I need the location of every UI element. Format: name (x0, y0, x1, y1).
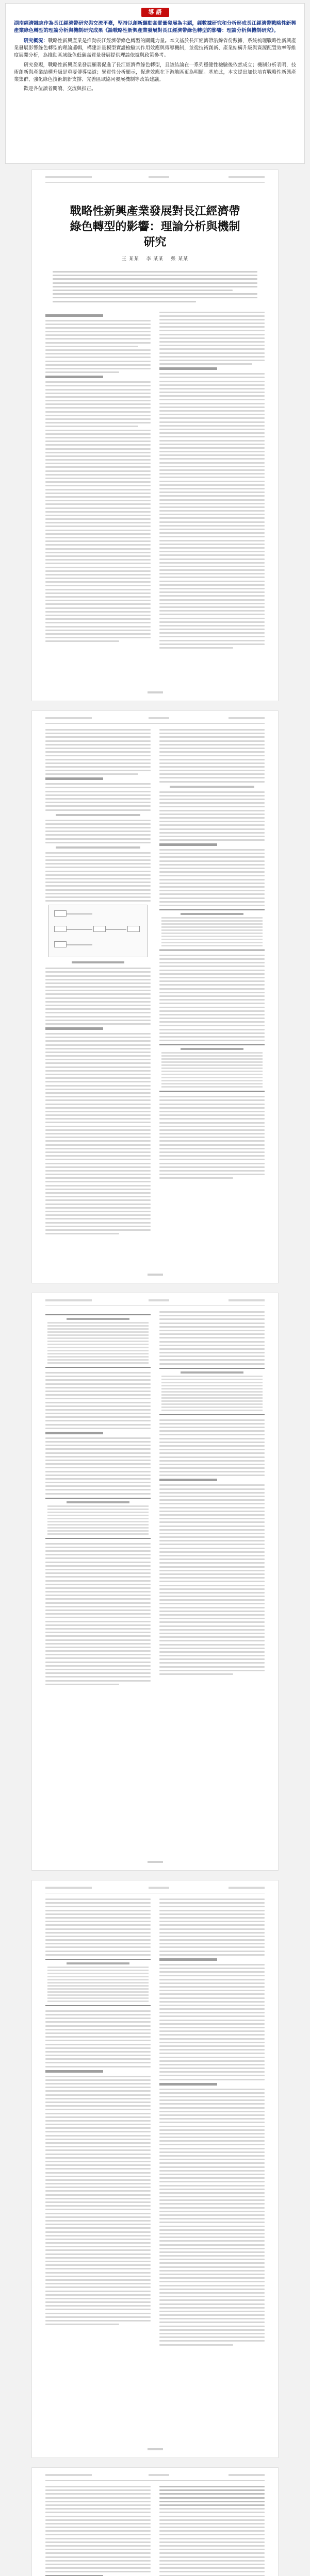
body-columns (45, 312, 265, 641)
paper-page-4 (32, 1880, 278, 2458)
page-header (45, 175, 265, 183)
page-header (45, 716, 265, 724)
left-column (45, 729, 151, 1236)
right-column (159, 729, 265, 1181)
abstract-block (53, 271, 257, 302)
left-column (45, 1899, 151, 2327)
right-column (159, 1311, 265, 1677)
intro-badge: 導 語 (141, 8, 169, 17)
intro-note: 歡迎各位讀者閱讀、交流與指正。 (23, 86, 96, 92)
body-columns (45, 2486, 265, 2576)
right-column (159, 1899, 265, 2348)
page-header (45, 2473, 265, 2481)
page-header (45, 1886, 265, 1893)
intro-paragraph-1 (14, 38, 296, 60)
paper-page-2 (32, 711, 278, 1283)
title-zone (32, 183, 278, 262)
data-table (159, 909, 265, 951)
data-table (159, 1044, 265, 1092)
right-column (159, 312, 265, 651)
intro-card (5, 3, 305, 164)
left-column (45, 312, 151, 645)
body-columns (45, 729, 265, 1265)
page-header (45, 1298, 265, 1306)
data-table (45, 1314, 151, 1368)
data-table (159, 1368, 265, 1415)
data-table (45, 1498, 151, 1539)
page-footer (32, 686, 278, 696)
figure (48, 905, 148, 957)
intro-paragraph-2 (14, 62, 296, 84)
paper-title: 戰略性新興產業發展對長江經濟帶綠色轉型的影響：理論分析與機制研究 (70, 205, 240, 249)
body-columns (45, 1899, 265, 2439)
left-column (45, 2486, 151, 2576)
intro-paragraph-text: 研究發現，戰略性新興產業發展顯著促進了長江經濟帶綠色轉型，且該結論在一系列穩健性檢驗後依然成立；機制分析表明，技術創新與產業結構升級是重要傳導渠道；異質性分析顯示，促進效應在下游地區更為明顯。基於此，本文提出加快培育戰略性新興產業集群、強化綠色技術創新支撐、完善區域協同發展機制等政策建議。 (14, 62, 296, 83)
intro-paragraph-text: 戰略性新興產業是推動長江經濟帶綠色轉型的關鍵力量。本文基於長江經濟帶沿線省份數據，系統梳理戰略性新興產業發展影響綠色轉型的理論邏輯，構建計量模型實證檢驗其作用效應與傳導機制，並從技術創新、產業結構升級與資源配置效率等維度展開分析，為推動區域綠色低碳高質量發展提供理論依據與政策參考。 (14, 38, 296, 59)
page-footer (32, 1855, 278, 1865)
paper-authors: 王 某某 李 某某 張 某某 (121, 257, 189, 262)
intro-headline: 湖南經濟雜志作為長江經濟帶研究與交流平臺，堅持以創新驅動高質量發展為主題，經數據研究和分析形成長江經濟帶戰略性新興產業綠色轉型的理論分析與機制研究成果《論戰略性新興產業發展對長江經濟帶綠色轉型的影響：理論分析與機制研究》。 (14, 21, 296, 33)
right-column (159, 2486, 265, 2576)
page-footer (32, 2443, 278, 2452)
paper-page-1 (32, 170, 278, 701)
body-columns (45, 1311, 265, 1852)
intro-paragraph-label: 研究概況： (23, 38, 48, 44)
page-footer (32, 1268, 278, 1278)
paper-page-5 (32, 2468, 278, 2576)
left-column (45, 1311, 151, 1687)
paper-page-3 (32, 1293, 278, 1870)
data-table (45, 1959, 151, 2006)
